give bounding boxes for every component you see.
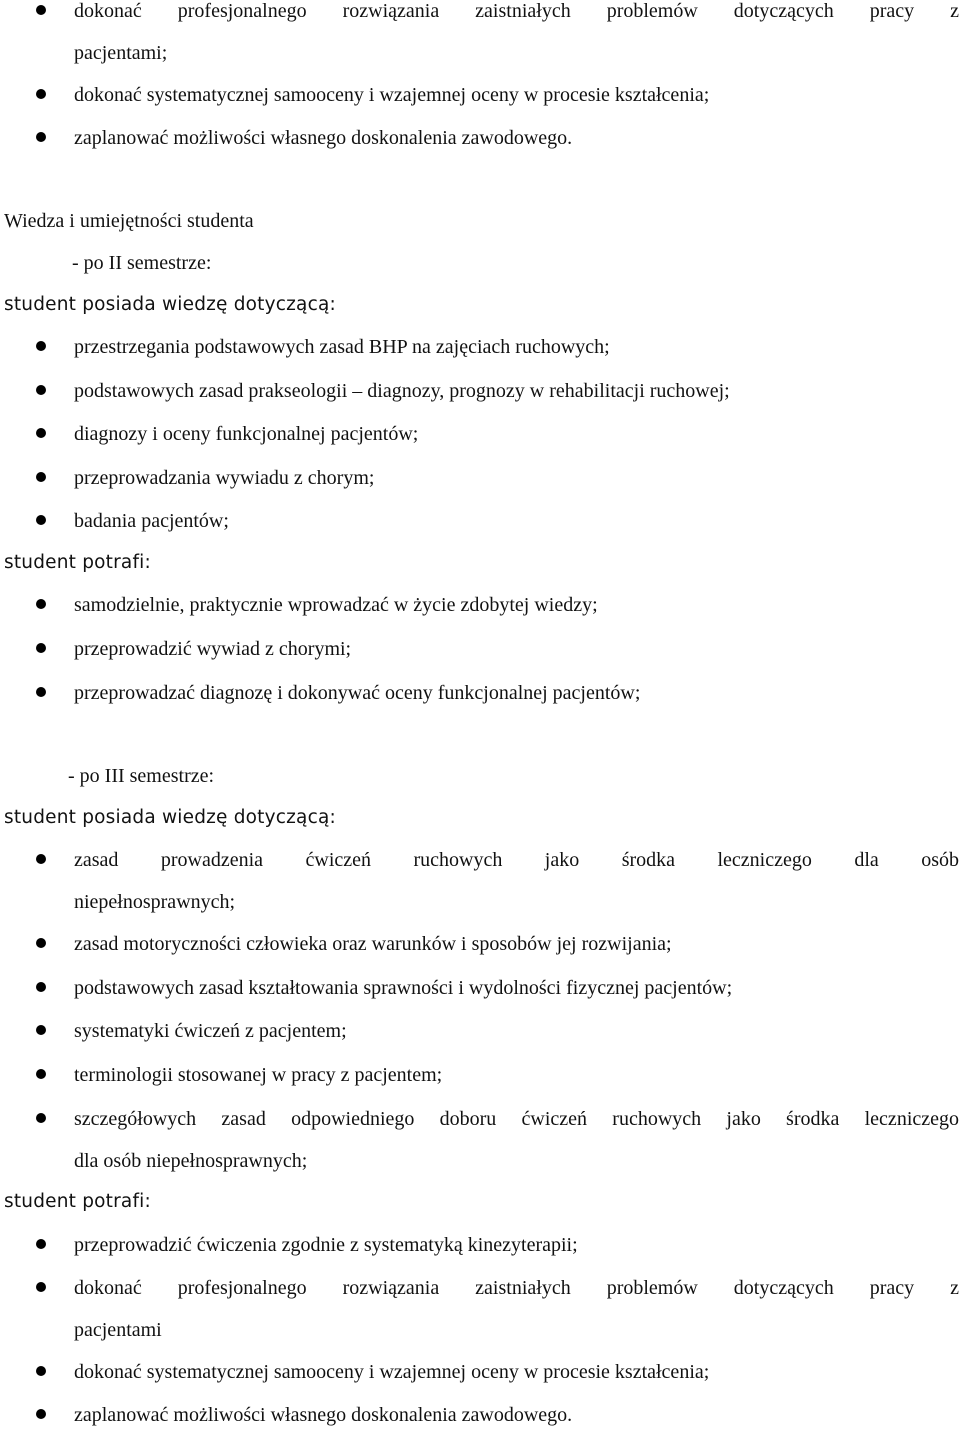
- list-item-text: zasad motoryczności człowieka oraz warunków i sposobów jej rozwijania;: [74, 933, 672, 955]
- list-item: [74, 1351, 959, 1393]
- list-item-text: przeprowadzić ćwiczenia zgodnie z systematyką kinezyterapii;: [74, 1234, 578, 1256]
- list-item-text: dokonać systematycznej samooceny i wzajemnej oceny w procesie kształcenia;: [74, 84, 710, 106]
- bullet-icon: [36, 341, 46, 351]
- list-item-text-continued: niepełnosprawnych;: [74, 891, 236, 913]
- bullet-icon: [36, 472, 46, 482]
- list-item: [74, 839, 959, 923]
- bullet-icon: [36, 1282, 46, 1292]
- list-item-text: badania pacjentów;: [74, 510, 229, 532]
- list-item: [74, 628, 959, 670]
- list-item: [74, 500, 959, 542]
- list-item: [74, 457, 959, 499]
- bullet-icon: [36, 599, 46, 609]
- list-item-text: zaplanować możliwości własnego doskonalenia zawodowego.: [74, 127, 573, 149]
- bullet-icon: [36, 515, 46, 525]
- list-item-text: diagnozy i oceny funkcjonalnej pacjentów;: [74, 423, 419, 445]
- list-item-text: przeprowadzania wywiadu z chorym;: [74, 467, 375, 489]
- bullet-icon: [36, 982, 46, 992]
- bullet-icon: [36, 1069, 46, 1079]
- list-item-text: systematyki ćwiczeń z pacjentem;: [74, 1020, 347, 1042]
- bullet-icon: [36, 1025, 46, 1035]
- bullet-icon: [36, 1366, 46, 1376]
- list-item: [74, 1224, 959, 1266]
- list-item: [74, 1054, 959, 1096]
- list-item: [74, 967, 959, 1009]
- list-item: [74, 326, 959, 368]
- bullet-icon: [36, 5, 46, 15]
- list-item: [74, 923, 959, 965]
- bullet-icon: [36, 687, 46, 697]
- list-item: [74, 0, 959, 74]
- list-item: [74, 74, 959, 116]
- list-item-text: dokonać profesjonalnego rozwiązania zaistniałych problemów dotyczących pracy z: [74, 1277, 959, 1299]
- bullet-icon: [36, 89, 46, 99]
- list-item: [74, 117, 959, 159]
- bullet-icon: [36, 938, 46, 948]
- semester-2-label: - po II semestrze:: [72, 252, 212, 274]
- list-item: [74, 1010, 959, 1052]
- list-item-text: szczegółowych zasad odpowiedniego doboru ćwiczeń ruchowych jako środka leczniczego: [74, 1108, 959, 1130]
- list-item-text-continued: pacjentami: [74, 1319, 162, 1341]
- list-item-text: terminologii stosowanej w pracy z pacjentem;: [74, 1064, 443, 1086]
- list-item-text-continued: dla osób niepełnosprawnych;: [74, 1150, 308, 1172]
- semester-2-skills-heading: student potrafi:: [4, 552, 151, 573]
- list-item: [74, 584, 959, 626]
- section-title: Wiedza i umiejętności studenta: [4, 210, 254, 232]
- bullet-icon: [36, 643, 46, 653]
- list-item-text: zasad prowadzenia ćwiczeń ruchowych jako środka leczniczego dla osób: [74, 849, 959, 871]
- list-item: [74, 1267, 959, 1351]
- bullet-icon: [36, 385, 46, 395]
- bullet-icon: [36, 428, 46, 438]
- bullet-icon: [36, 1239, 46, 1249]
- bullet-icon: [36, 1409, 46, 1419]
- bullet-icon: [36, 854, 46, 864]
- list-item: [74, 1394, 959, 1436]
- list-item: [74, 672, 959, 714]
- semester-2-knowledge-heading: student posiada wiedzę dotyczącą:: [4, 294, 336, 315]
- semester-3-label: - po III semestrze:: [68, 765, 215, 787]
- list-item-text: dokonać profesjonalnego rozwiązania zaistniałych problemów dotyczących pracy z: [74, 0, 959, 22]
- bullet-icon: [36, 132, 46, 142]
- list-item-text: zaplanować możliwości własnego doskonalenia zawodowego.: [74, 1404, 573, 1426]
- list-item-text: podstawowych zasad prakseologii – diagnozy, prognozy w rehabilitacji ruchowej;: [74, 380, 730, 402]
- list-item-text-continued: pacjentami;: [74, 42, 168, 64]
- semester-3-knowledge-heading: student posiada wiedzę dotyczącą:: [4, 807, 336, 828]
- list-item-text: dokonać systematycznej samooceny i wzajemnej oceny w procesie kształcenia;: [74, 1361, 710, 1383]
- list-item: [74, 1098, 959, 1182]
- bullet-icon: [36, 1113, 46, 1123]
- list-item-text: przeprowadzić wywiad z chorymi;: [74, 638, 352, 660]
- list-item: [74, 370, 959, 412]
- list-item-text: przeprowadzać diagnozę i dokonywać oceny funkcjonalnej pacjentów;: [74, 682, 641, 704]
- semester-3-skills-heading: student potrafi:: [4, 1191, 151, 1212]
- list-item: [74, 413, 959, 455]
- list-item-text: samodzielnie, praktycznie wprowadzać w życie zdobytej wiedzy;: [74, 594, 598, 616]
- list-item-text: przestrzegania podstawowych zasad BHP na zajęciach ruchowych;: [74, 336, 610, 358]
- list-item-text: podstawowych zasad kształtowania sprawności i wydolności fizycznej pacjentów;: [74, 977, 733, 999]
